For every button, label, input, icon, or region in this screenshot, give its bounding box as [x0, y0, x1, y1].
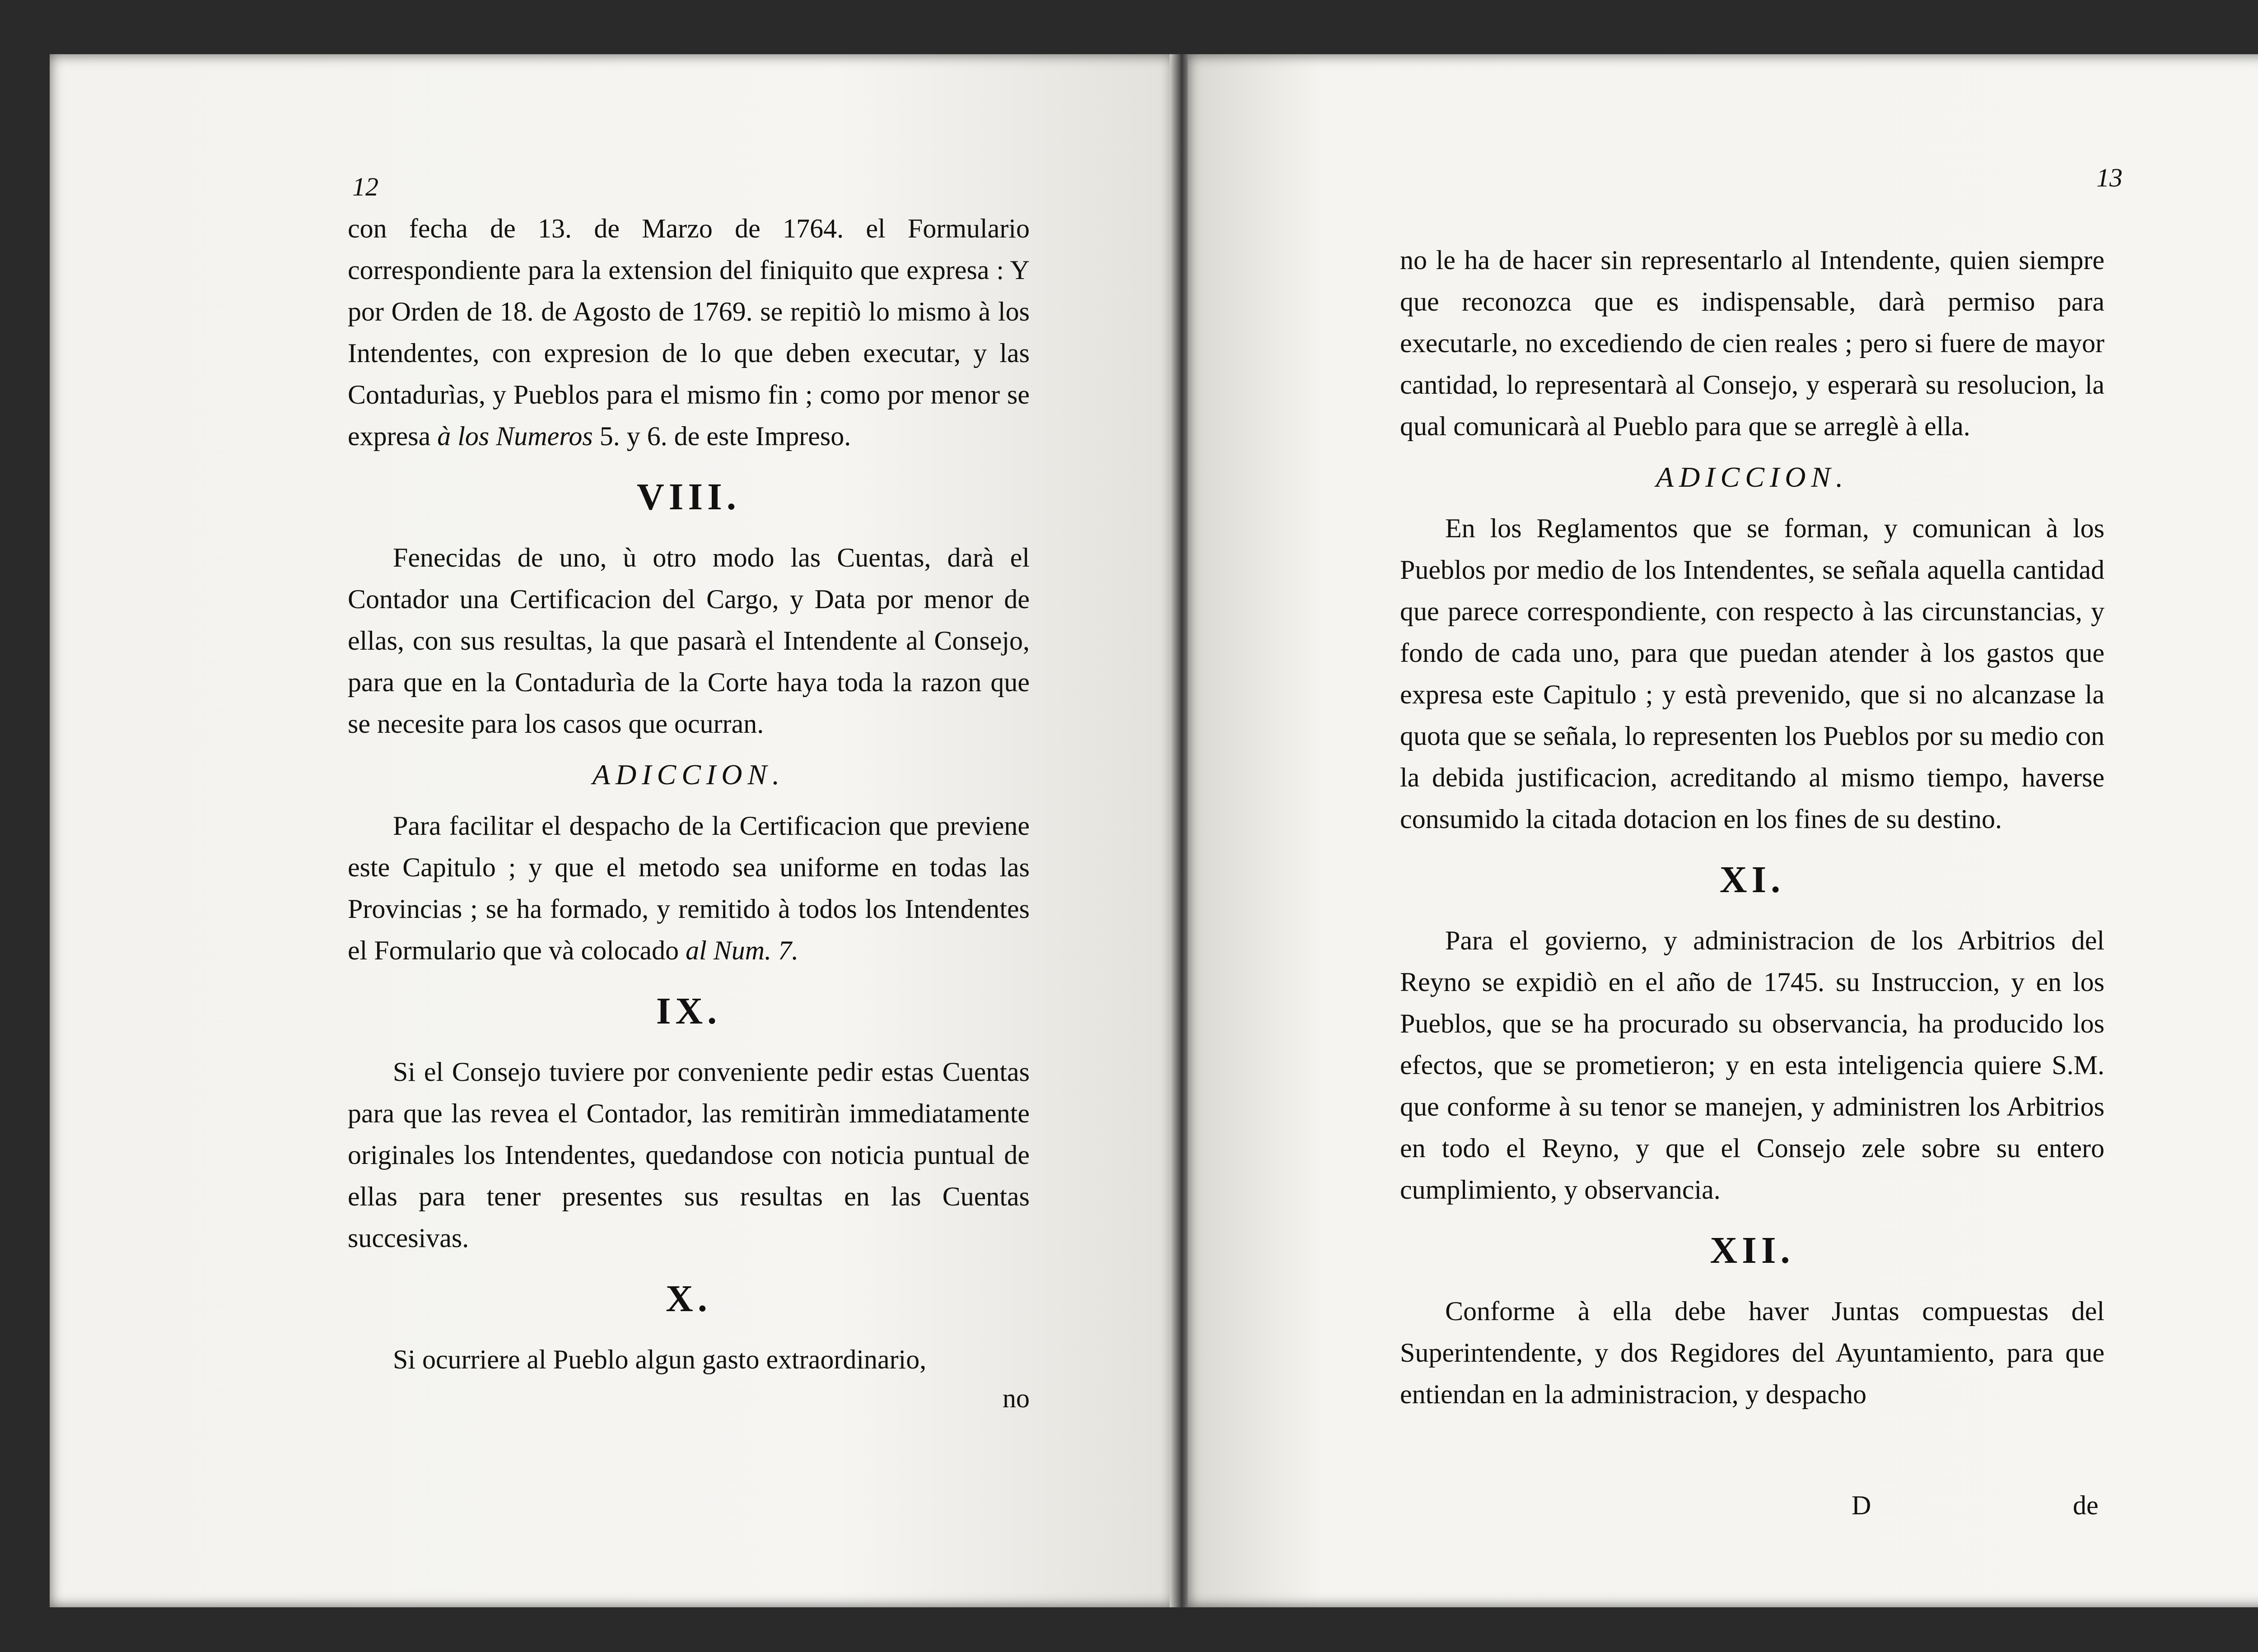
left-page — [50, 54, 1174, 1607]
paragraph-x: Si ocurriere al Pueblo algun gasto extraordinario, — [393, 1345, 927, 1374]
page-number-left: 12 — [352, 172, 378, 201]
adiccion-heading: ADICCION. — [1656, 461, 1849, 493]
paragraph-continued — [348, 208, 1030, 457]
paragraph-text: Para facilitar el despacho de la Certificacion que previene este Capitulo ; y que el metodo sea uniforme en todas las Provincias ; se ha formado, y remitido à todos los Intendentes el Formulario que và colocado — [348, 811, 1030, 965]
left-text-column — [348, 190, 1030, 1416]
right-text-column — [1400, 190, 2104, 1415]
paragraph-ix: Si el Consejo tuviere por conveniente pedir estas Cuentas para que las revea el Contador, las remitiràn immediatamente originales los Intendentes, quedandose con noticia puntual de ellas para tener presentes sus resultas en las Cuentas succesivas. — [348, 1057, 1030, 1253]
right-page — [1188, 54, 2258, 1607]
paragraph-xi: Para el govierno, y administracion de los Arbitrios del Reyno se expidiò en el año de 1745. su Instruccion, y en los Pueblos, que se ha procurado su observancia, ha producido los efectos, que se prometieron; y en esta inteligencia quiere S.M. que conforme à su tenor se manejen, y administren los Arbitrios en todo el Reyno, y que el Consejo zele sobre su entero cumplimiento, y observancia. — [1400, 926, 2104, 1205]
paragraph-adiccion — [348, 805, 1030, 971]
section-heading-xii: XII. — [1710, 1229, 1795, 1271]
catchword-right: de — [2073, 1490, 2099, 1520]
paragraph-xii: Conforme à ella debe haver Juntas compuestas del Superintendente, y dos Regidores del Ayuntamiento, para que entiendan en la administracion, y despacho — [1400, 1296, 2104, 1409]
page-number-right: 13 — [2096, 163, 2123, 192]
paragraph-viii: Fenecidas de uno, ù otro modo las Cuentas, darà el Contador una Certificacion del Cargo, y Data por menor de ellas, con sus resultas, la que pasarà el Intendente al Consejo, para que en la Contadurìa de la Corte haya toda la razon que se necesite para los casos que ocurran. — [348, 543, 1030, 739]
paragraph-adiccion: En los Reglamentos que se forman, y comunican à los Pueblos por medio de los Intendentes, se señala aquella cantidad que parece correspondiente, con respecto à las circunstancias, y fondo de cada uno, para que puedan atender à los gastos que expresa este Capitulo ; y està prevenido, que si no alcanzase la quota que se señala, lo representen los Pueblos por su medio con la debida justificacion, acreditando al mismo tiempo, haverse consumido la citada dotacion en los fines de su destino. — [1400, 513, 2104, 834]
adiccion-heading: ADICCION. — [592, 759, 785, 791]
paragraph-text: con fecha de 13. de Marzo de 1764. el Formulario correspondiente para la extension del finiquito que expresa : Y por Orden de 18. de Agosto de 1769. se repitiò lo mismo à los Intendentes, con expresion de lo que deben executar, y las Contadurìas, y Pueblos para el mismo fin ; como por menor se expresa — [348, 214, 1030, 451]
paragraph-italic: al Num. 7. — [686, 935, 799, 965]
signature-mark: D — [1852, 1490, 1871, 1520]
catchword-left: no — [1003, 1383, 1030, 1413]
section-heading-xi: XI. — [1719, 859, 1785, 901]
section-heading-viii: VIII. — [637, 476, 741, 518]
book-spread — [32, 54, 2258, 1607]
paragraph-text-end: 5. y 6. de este Impreso. — [599, 421, 851, 451]
paragraph-italic: à los Numeros — [437, 421, 593, 451]
paragraph-continued: no le ha de hacer sin representarlo al Intendente, quien siempre que reconozca que es indispensable, darà permiso para executarle, no excediendo de cien reales ; pero si fuere de mayor cantidad, lo representarà al Consejo, y esperarà su resolucion, la qual comunicarà al Pueblo para que se arreglè à ella. — [1400, 245, 2104, 441]
section-heading-x: X. — [666, 1278, 712, 1320]
section-heading-ix: IX. — [656, 990, 722, 1032]
